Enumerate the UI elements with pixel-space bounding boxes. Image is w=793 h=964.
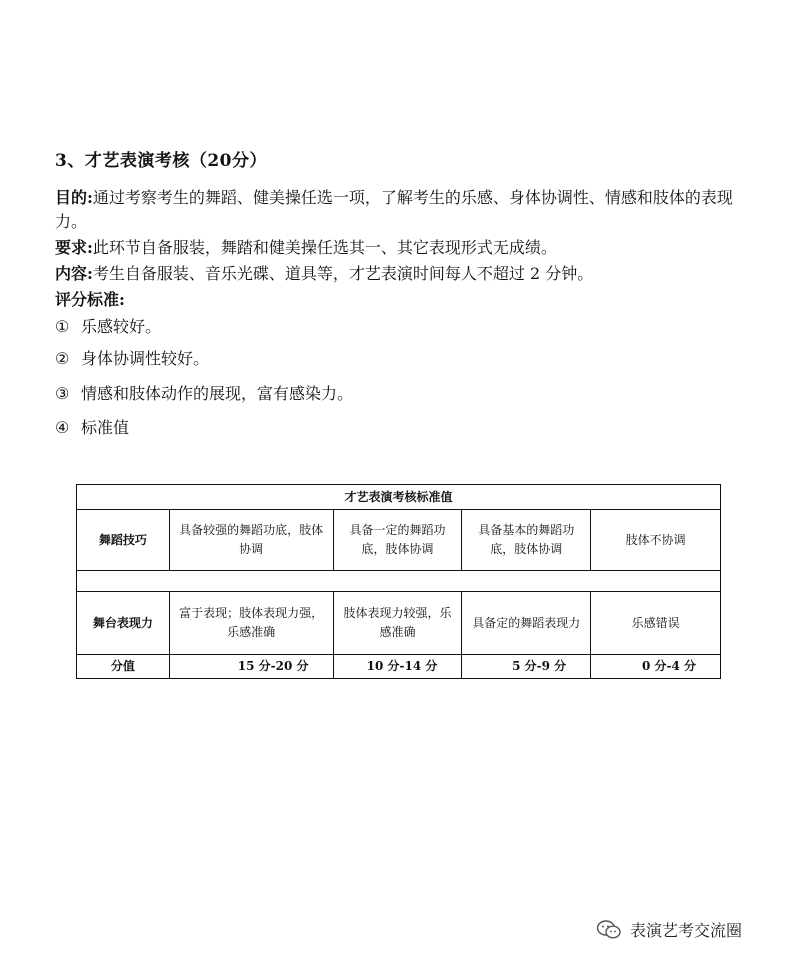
score-cell: 15 分-20 分 [169, 655, 333, 679]
watermark-text: 表演艺考交流圈 [630, 921, 743, 940]
table-row-skill [77, 510, 721, 571]
table-row-score [77, 655, 721, 679]
content-label: 内容: [55, 264, 93, 283]
requirement-text: 此环节自备服装，舞踏和健美操任选其一、其它表现形式无成绩。 [92, 238, 557, 257]
table-cell: 富于表现；肢体表现力强，乐感准确 [169, 592, 333, 655]
table-cell: 肢体表现力较强，乐感准确 [333, 592, 462, 655]
item-number: ④ [55, 418, 70, 437]
table-cell: 乐感错误 [591, 592, 721, 655]
table-title: 才艺表演考核标准值 [77, 485, 721, 510]
purpose-text: 通过考察考生的舞蹈、健美操任选一项，了解考生的乐感、身体协调性、情感和肢体的表现力。 [55, 188, 733, 231]
requirement-paragraph [55, 236, 745, 260]
requirement-label: 要求: [55, 238, 93, 257]
spacer-cell [77, 571, 721, 592]
table-cell: 肢体不协调 [591, 510, 721, 571]
item-text: 标准值 [81, 418, 130, 437]
table-cell: 具备基本的舞蹈功底，肢体协调 [462, 510, 591, 571]
item-text: 情感和肢体动作的展现，富有感染力。 [81, 384, 354, 403]
item-number: ③ [55, 384, 70, 403]
section-title: 3、才艺表演考核（20分） [55, 151, 267, 171]
criteria-label: 评分标准: [55, 290, 125, 309]
score-cell: 10 分-14 分 [333, 655, 462, 679]
criteria-item [55, 381, 353, 404]
table-row-stage [77, 592, 721, 655]
criteria-item [55, 314, 161, 337]
score-cell: 5 分-9 分 [462, 655, 591, 679]
criteria-item [55, 346, 209, 369]
item-text: 身体协调性较好。 [81, 349, 210, 368]
wechat-icon [596, 919, 622, 941]
table-cell: 具备较强的舞蹈功底，肢体协调 [169, 510, 333, 571]
row-label-skill: 舞蹈技巧 [77, 510, 170, 571]
item-number: ① [55, 317, 70, 336]
score-cell: 0 分-4 分 [591, 655, 721, 679]
table-title-row [77, 485, 721, 510]
purpose-paragraph [55, 186, 745, 234]
table-cell: 具备一定的舞蹈功底，肢体协调 [333, 510, 462, 571]
watermark [596, 918, 742, 941]
content-paragraph [55, 262, 745, 286]
item-text: 乐感较好。 [81, 317, 162, 336]
row-label-score: 分值 [77, 655, 170, 679]
row-label-stage: 舞台表现力 [77, 592, 170, 655]
table-cell: 具备定的舞蹈表现力 [462, 592, 591, 655]
content-text: 考生自备服装、音乐光碟、道具等，才艺表演时间每人不超过 2 分钟。 [92, 264, 594, 283]
criteria-item [55, 415, 129, 438]
item-number: ② [55, 349, 70, 368]
table-spacer-row [77, 571, 721, 592]
purpose-label: 目的: [55, 188, 93, 207]
score-table [76, 484, 721, 679]
